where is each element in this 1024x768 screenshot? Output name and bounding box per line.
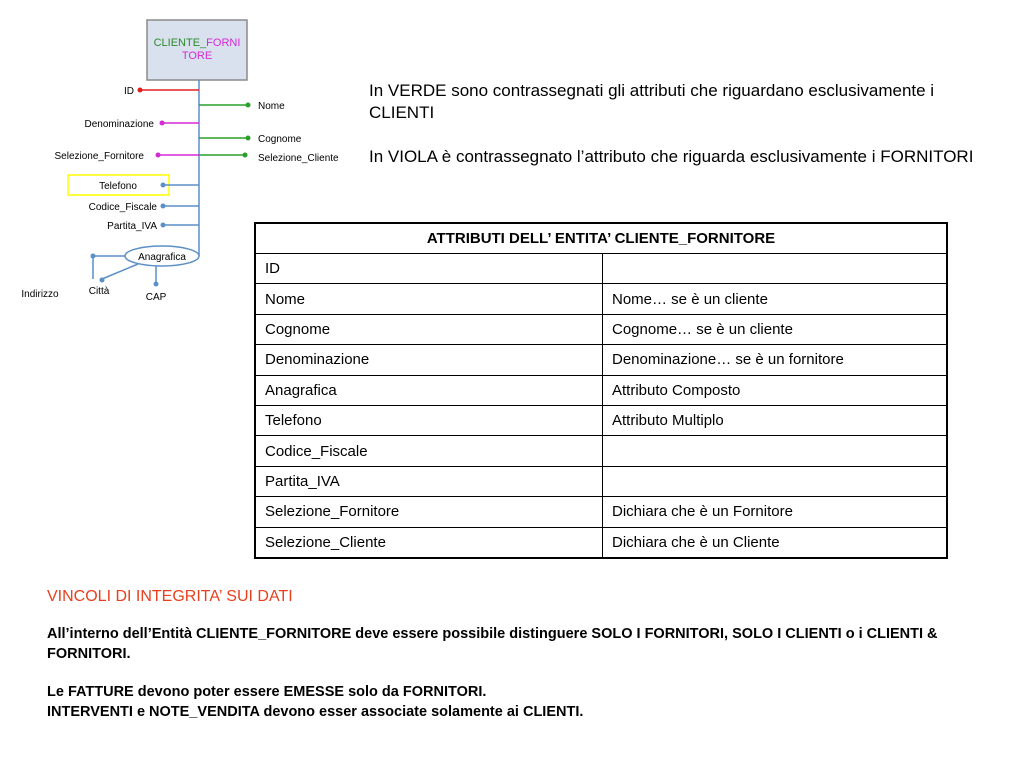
table-row	[255, 345, 947, 375]
cell-attribute: Anagrafica	[255, 375, 603, 405]
entity-name-line2: TORE	[181, 50, 213, 62]
color-legend-notes	[369, 80, 989, 190]
table-row	[255, 405, 947, 435]
constraints-title: VINCOLI DI INTEGRITA’ SUI DATI	[47, 588, 293, 605]
cell-description: Dichiara che è un Fornitore	[603, 497, 948, 527]
attr-cap-label: CAP	[145, 292, 167, 303]
cap-dot	[154, 282, 159, 287]
attr-cognome-label: Cognome	[258, 134, 302, 145]
attr-selezione-fornitore-label: Selezione_Fornitore	[54, 151, 144, 162]
constraints-paragraph-1: All’interno dell’Entità CLIENTE_FORNITORE deve essere possibile distinguere SOLO I FORNITORI, SOLO I CLIENTI o i CLIENTI & FORNITORI.	[47, 626, 938, 662]
denominazione-dot	[160, 121, 165, 126]
cell-description: Nome… se è un cliente	[603, 284, 948, 314]
attr-indirizzo-label: Indirizzo	[21, 289, 59, 300]
cell-description: Cognome… se è un cliente	[603, 314, 948, 344]
cell-attribute: Denominazione	[255, 345, 603, 375]
cell-description	[603, 436, 948, 466]
codice-fiscale-dot	[161, 204, 166, 209]
table-row	[255, 254, 947, 284]
nome-dot	[246, 103, 251, 108]
selezione-fornitore-dot	[156, 153, 161, 158]
table-row	[255, 436, 947, 466]
entity-name-part2: FORNI	[206, 37, 241, 49]
cell-description: Denominazione… se è un fornitore	[603, 345, 948, 375]
attr-id-label: ID	[124, 86, 134, 97]
attr-citta-label: Città	[88, 286, 110, 297]
attr-partita-iva-label: Partita_IVA	[107, 221, 157, 232]
constraints-paragraph-2	[47, 682, 947, 722]
table-row	[255, 466, 947, 496]
citta-dot	[100, 278, 105, 283]
table-row	[255, 375, 947, 405]
citta-connector	[102, 264, 138, 279]
entity-name-line1	[154, 37, 241, 49]
note-verde: In VERDE sono contrassegnati gli attributi che riguardano esclusivamente i CLIENTI	[369, 81, 935, 122]
cell-description	[603, 466, 948, 496]
cognome-dot	[246, 136, 251, 141]
id-dot	[138, 88, 143, 93]
cell-attribute: Selezione_Fornitore	[255, 497, 603, 527]
attr-nome-label: Nome	[258, 101, 285, 112]
cell-attribute: Nome	[255, 284, 603, 314]
cell-attribute: Partita_IVA	[255, 466, 603, 496]
table-header-row	[255, 223, 947, 254]
cell-description: Dichiara che è un Cliente	[603, 527, 948, 558]
attr-codice-fiscale-label: Codice_Fiscale	[88, 202, 157, 213]
table-header: ATTRIBUTI DELL’ ENTITA’ CLIENTE_FORNITORE	[255, 223, 947, 254]
table-row	[255, 497, 947, 527]
cell-attribute: Telefono	[255, 405, 603, 435]
table-row	[255, 314, 947, 344]
attr-anagrafica-label: Anagrafica	[138, 252, 186, 263]
constraints-line-fatture: Le FATTURE devono poter essere EMESSE solo da FORNITORI.	[47, 684, 487, 700]
entity-name-part1: CLIENTE_	[153, 37, 207, 49]
cell-attribute: Selezione_Cliente	[255, 527, 603, 558]
cell-description: Attributo Multiplo	[603, 405, 948, 435]
table-row	[255, 527, 947, 558]
telefono-dot	[161, 183, 166, 188]
partita-iva-dot	[161, 223, 166, 228]
indirizzo-dot	[91, 254, 96, 259]
cell-attribute: Codice_Fiscale	[255, 436, 603, 466]
note-viola: In VIOLA è contrassegnato l’attributo che riguarda esclusivamente i FORNITORI	[369, 147, 974, 166]
table-row	[255, 284, 947, 314]
attr-denominazione-label: Denominazione	[84, 119, 154, 130]
attr-telefono-label: Telefono	[99, 181, 137, 192]
constraints-line-interventi: INTERVENTI e NOTE_VENDITA devono esser associate solamente ai CLIENTI.	[47, 704, 584, 720]
integrity-constraints-section	[47, 588, 947, 740]
attr-selezione-cliente-label: Selezione_Cliente	[258, 153, 339, 164]
attributes-table	[254, 222, 948, 559]
cell-attribute: ID	[255, 254, 603, 284]
cell-description: Attributo Composto	[603, 375, 948, 405]
selezione-cliente-dot	[243, 153, 248, 158]
cell-attribute: Cognome	[255, 314, 603, 344]
cell-description	[603, 254, 948, 284]
